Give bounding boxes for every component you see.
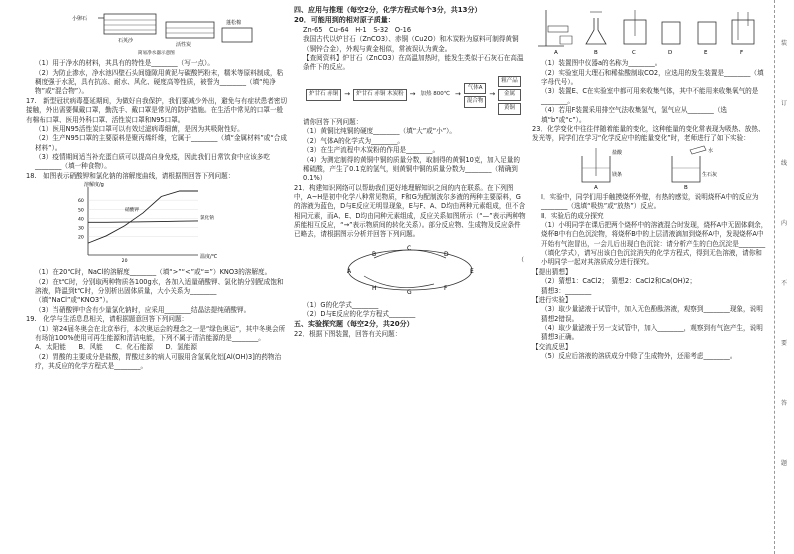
q23-part-1: Ⅰ．实验中，同学们用手触摸烧杯外壁，有热的感觉，说明烧杯A中的反应为________（选填“吸热”或“放热”）反应。 <box>541 192 759 211</box>
hypothesis-3: 猜想3：________ <box>541 286 592 295</box>
option-c: C．化石能源 <box>115 343 153 352</box>
q21-intro: 21．构建知识网络可以帮助我们更好地理解知识之间的内在联系。在下列图中，A~H是初中化学八种常见物质，F和G为配制波尔多液的两种主要原料，G的溶液为蓝色，D与E反应无明显现象，E与F、A、D均由两种元素组成，但不含相同元素，而A、E、D均由同种元素组成，反应关系如图所示（“—”表示两种物质能相互反应，“→”表示物质间的转化关系）。部分反应物、生成物及反应条件已略去，请根据图示分析并回答下列问题。 <box>294 183 526 239</box>
network-ring <box>348 250 472 290</box>
option-a: A．太阳能 <box>35 343 66 352</box>
binding-char: 题 <box>781 460 788 467</box>
node-label: H <box>372 284 377 292</box>
diagram-caption: 简易净水器示意图 <box>138 51 175 56</box>
arrow-icon: → <box>344 90 351 99</box>
q19-intro: 19. 化学与生活息息相关，请根据题意回答下列问题： <box>26 315 189 324</box>
filter-label: 蓬松棉 <box>226 20 242 26</box>
q20-title: 20．可能用到的相对原子质量： <box>294 15 395 24</box>
filter-tank-1 <box>104 14 156 34</box>
section-4-title: 四、应用与推理（每空2分，化学方程式每个3分，共13分） <box>294 6 482 14</box>
q19-options <box>26 343 288 352</box>
beaker-a <box>582 148 610 182</box>
binding-char: 线 <box>781 160 788 167</box>
series-label: 氯化钠 <box>200 215 214 221</box>
q19-1: （1）第24届冬奥会在北京举行，本次奥运会的理念之一是“绿色奥运”，其中冬奥会所有场馆100%使用可再生能源和清洁电能，下列不属于清洁能源的是________。 <box>35 324 286 342</box>
q21-2: （2）D与E反应的化学方程式________ <box>303 310 416 319</box>
binding-char: 装 <box>781 40 788 47</box>
hypothesis-title: 【提出猜想】 <box>532 267 572 276</box>
arrow-icon: → <box>489 90 496 99</box>
node-label: A <box>347 267 352 275</box>
section-5-title: 五、实验探究题（每空2分，共20分） <box>294 319 414 328</box>
flow-box: 黄铜 <box>498 103 521 115</box>
apparatus-label: B <box>594 50 598 56</box>
beaker-label: A <box>594 184 598 190</box>
reflection-5: （5）反应后溶液的溶质成分中除了生成物外，还需考虑________。 <box>541 352 737 361</box>
x-axis-label: 温度/℃ <box>200 254 218 261</box>
q20-method: 【查阅资料】炉甘石（ZnCO3）在高温加热时，能发生类似于石灰石在高温条件下的反应。 <box>303 53 524 72</box>
apparatus-a <box>538 10 572 46</box>
apparatus-label: A <box>554 50 558 56</box>
node-label: C <box>407 244 412 252</box>
apparatus-c <box>624 10 646 44</box>
beaker-label: 盐酸 <box>612 149 623 156</box>
q17-1: （1）医用N95活性炭口罩可以有效过滤病毒细菌，是因为其吸附性好。 <box>35 124 244 133</box>
q20-intro: 我国古代以炉甘石（ZnCO3）、赤铜（Cu2O）和木炭粉为原料可制得黄铜（铜锌合金），外观与黄金相似，常被误认为黄金。 <box>303 35 519 53</box>
q23-part-2: Ⅱ．实验后的成分探究 <box>541 211 604 220</box>
water-filter-diagram <box>26 6 288 56</box>
experiment-3: （3）取少量滤液于试管中，加入无色酚酞溶液，观察到________现象，说明猜想2错误。 <box>541 305 763 323</box>
beaker-b <box>672 146 706 182</box>
node-label: F <box>444 284 448 292</box>
filter-label: 小卵石 <box>72 16 88 22</box>
series-line <box>88 221 198 222</box>
q22-2: （2）实验室用大理石和稀盐酸制取CO2，应选用的发生装置是________（填字母代号）。 <box>541 68 764 87</box>
y-tick-label: 50 <box>78 208 84 214</box>
binding-char: 不 <box>781 280 788 287</box>
option-b: B．风能 <box>78 343 103 352</box>
y-tick-label: 20 <box>78 235 84 241</box>
series-line <box>88 191 198 243</box>
beaker-label: B <box>684 184 688 190</box>
reaction-network <box>294 240 526 298</box>
beaker-label: 镁条 <box>612 171 623 178</box>
arrow-icon: → <box>454 90 461 99</box>
q21-1: （1）G的化学式________ <box>303 301 379 310</box>
q23-2-1: （1）小明同学在课后把两个烧杯中的溶液混合时发现，烧杯A中无固体剩余，烧杯B中有白色沉淀物，将烧杯B中的上层清液滴加到烧杯A中，发现烧杯A中开始有气泡冒出，一会儿后出现白色沉淀：请分析产生的白色沉淀是________（填化学式），请写出该白色沉淀消失的化学方程式，得到无色溶液，请你和小明同学一起对其溶质成分进行探究。 <box>541 221 768 267</box>
q19-2: （2）胃酸的主要成分是盐酸，胃酸过多的病人可服用含氢氧化铝[Al(OH)3]的药物治疗，其反应的化学方程式是________。 <box>35 352 282 370</box>
arrow-icon: → <box>409 90 416 99</box>
series-label: 硝酸钾 <box>125 207 139 213</box>
reflection-title: 【交流反思】 <box>532 342 572 351</box>
atomic-masses: Zn-65 Cu-64 H-1 S-32 O-16 <box>303 25 412 34</box>
q18-intro: 18. 如图表示硝酸钾和氯化钠的溶解度曲线，请根据图回答下列问题： <box>26 171 235 180</box>
apparatus-f <box>732 12 754 44</box>
apparatus-label: E <box>704 50 708 56</box>
flow-box: 炉甘石 赤铜 <box>306 89 341 101</box>
x-tick-label: 20 <box>121 259 128 265</box>
y-tick-label: 30 <box>78 226 84 232</box>
beaker-diagram <box>532 144 768 190</box>
apparatus-b <box>586 12 606 44</box>
q18-3: （3）当硝酸钾中含有少量氯化钠时，应采用________结晶法提纯硝酸钾。 <box>35 305 251 314</box>
flow-box: 气体A <box>464 83 487 95</box>
q18-2: （2）在t℃时，分别取两种物质各100g水，各加入适量硝酸钾、氯化钠分别配成饱和溶液，降温到t℃时，分别析出固体质量，大小关系为________（填“NaCl”或“KNO3”）。 <box>35 277 284 305</box>
q17-intro: 17. 新型冠状病毒蔓延期间，为做好自我保护，我们要减少外出，避免与有症状患者密切接触，外出需要佩戴口罩，勤洗手、戴口罩是常见的防护措施。在生活中常见的口罩一般有棉布口罩、医用外科口罩、活性炭口罩和N95口罩。 <box>26 96 288 124</box>
filter-tank-2 <box>166 22 214 38</box>
flow-box: 金属 <box>498 89 521 101</box>
binding-char: 内 <box>781 220 788 227</box>
flow-condition: 加热 800℃ <box>420 91 450 98</box>
apparatus-d <box>662 22 680 44</box>
flow-box: 粗产品 <box>498 76 521 88</box>
node-label: E <box>470 267 474 275</box>
q20-3: （3）在生产流程中木炭粉的作用是________。 <box>303 146 440 155</box>
flow-box: 炉甘石 赤铜 木炭粉 <box>353 89 407 101</box>
node-label: B <box>372 250 377 258</box>
hypothesis-1-2: （2）猜想1：CaCl2； 猜想2：CaCl2和Ca(OH)2； <box>541 277 697 286</box>
flow-outputs <box>464 83 487 109</box>
q16-2: （2）为防止渗水，净水池四壁石头间缝隙用黄泥与碳酸钙粉末，糯米等原料制成，粘稠度强于水泥，具有抗冻、耐水、风化、硬度高等性质，被誉为________（填“纯净物”或“混合物”）。 <box>35 68 284 96</box>
q17-3: （3）疫情期间适当补充蛋白质可以提高自身免疫，因此我们日常饮食中应该多吃________（填一种食物）。 <box>35 152 270 171</box>
column-3 <box>532 6 768 361</box>
q22-1: （1）装置图中仪器a的名称为________。 <box>541 59 662 68</box>
y-tick-label: 60 <box>78 199 84 205</box>
option-d: D．氢能源 <box>165 343 197 352</box>
binding-char: 答 <box>781 400 788 407</box>
filter-label: 石英沙 <box>118 38 134 44</box>
flow-products <box>498 76 521 115</box>
apparatus-diagram <box>532 6 768 56</box>
node-label: G <box>407 288 412 296</box>
q20-ask: 请你回答下列问题： <box>303 118 363 127</box>
q22-intro: 22．根据下图装置，回答有关问题： <box>294 329 402 338</box>
experiment-4: （4）取少量滤液于另一支试管中，加入________，观察到有气泡产生，说明猜想3正确。 <box>541 323 763 342</box>
q18-1: （1）在20℃时，NaCl的溶解度________（填“>”“<”或“=”）KNO3的溶解度。 <box>35 268 272 277</box>
filter-label: 活性炭 <box>176 42 192 48</box>
q23-intro: 23．化学变化中往往伴随着能量的变化，这种能量的变化常表现为吸热、放热、发光等，同学们在学习“化学反应中的能量变化”时，老师进行了如下实验： <box>532 124 765 143</box>
solubility-chart <box>26 181 288 265</box>
q22-3: （3）装置E、C在实验室中都可用来收集气体，其中不能用来收集氧气的是________。 <box>541 87 759 105</box>
apparatus-label: C <box>632 50 636 56</box>
column-2 <box>294 6 526 339</box>
beaker-label: 水 <box>708 147 714 154</box>
column-1 <box>26 6 288 371</box>
process-flow <box>306 76 526 115</box>
apparatus-label: D <box>668 50 673 56</box>
paren-mark: （ <box>518 256 525 264</box>
node-label: D <box>444 250 449 258</box>
flow-box: 混合物 <box>464 96 487 108</box>
q20-4: （4）为测定制得的黄铜中铜的质量分数，取制得的黄铜10克，加入足量的稀硫酸，产生了0.1克的氢气，则黄铜中铜的质量分数为________（精确到0.1%） <box>303 155 520 183</box>
y-tick-label: 40 <box>78 217 84 223</box>
experiment-title: 【进行实验】 <box>532 295 572 304</box>
q16-1: （1）用于净水的材料，其具有的特性是________（写一点）。 <box>35 59 214 68</box>
q22-4: （4）若用F装置采用排空气法收集氢气，氢气应从________（选填“b”或“c”）。 <box>541 106 728 124</box>
y-axis-label: 溶解度/g <box>84 182 104 189</box>
q20-1: （1）黄铜比纯铜的硬度________（填“大”或“小”）。 <box>303 127 457 136</box>
binding-char: 要 <box>781 340 788 347</box>
filter-tank-3 <box>222 28 252 42</box>
q20-2: （2）气体A的化学式为________。 <box>303 136 405 145</box>
binding-char: 订 <box>781 100 788 107</box>
apparatus-label: F <box>740 50 744 56</box>
apparatus-e <box>698 22 716 44</box>
q17-2: （2）生产N95口罩的主要原料是聚丙烯纤维，它属于________（填“金属材料”或“合成材料”）。 <box>35 134 287 152</box>
beaker-label: 生石灰 <box>702 171 718 178</box>
binding-margin <box>774 0 794 554</box>
